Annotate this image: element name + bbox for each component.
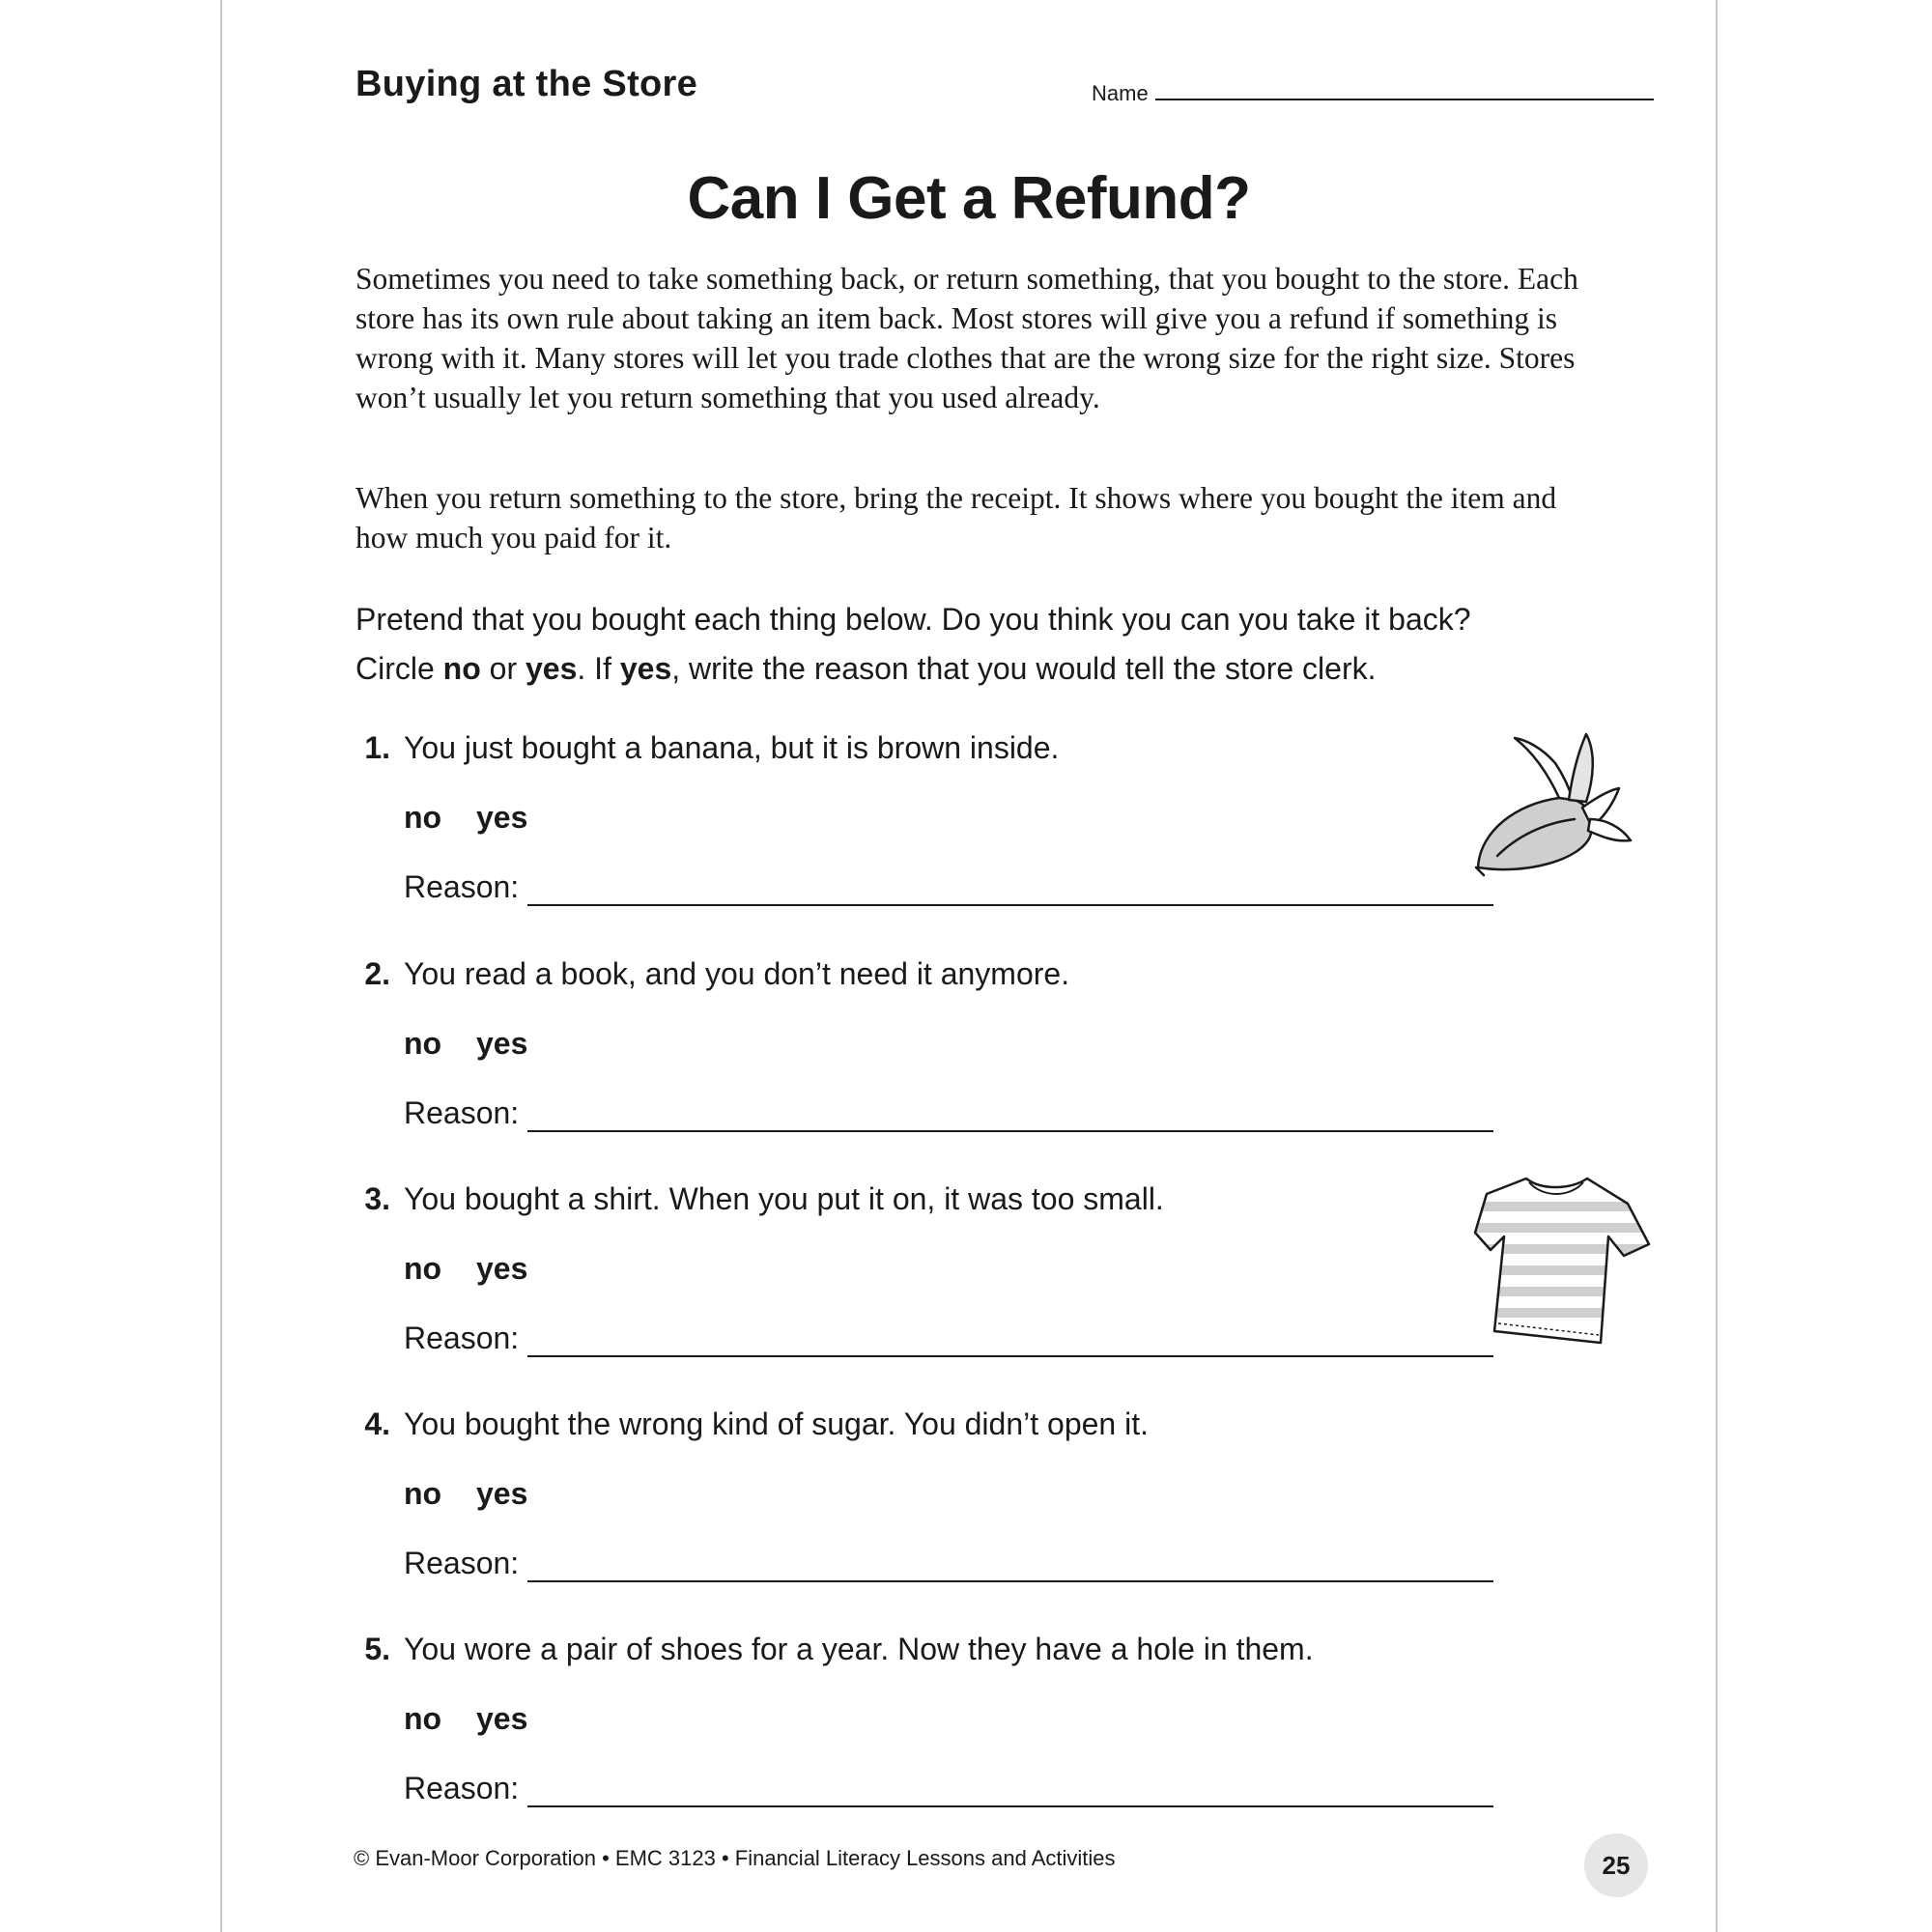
- choice-yes[interactable]: yes: [476, 1701, 528, 1736]
- question-number: 4.: [364, 1406, 390, 1441]
- banana-icon: [1468, 723, 1637, 877]
- reason-answer-line[interactable]: [527, 1130, 1493, 1132]
- instruction-no: no: [442, 651, 481, 686]
- question-text: You just bought a banana, but it is brown inside.: [404, 730, 1060, 765]
- section-label: Buying at the Store: [355, 64, 698, 104]
- intro-paragraph-1: Sometimes you need to take something back, or return something, that you bought to the store. Each store has its own rule about taking an item back. Most stores will give you a refund if something is wrong with it. Many stores will let you trade clothes that are the wrong size for the right size. Stores won’t usually let you return something that you used already.: [355, 262, 1578, 414]
- choice-yes[interactable]: yes: [476, 800, 528, 835]
- instruction-yes: yes: [526, 651, 578, 686]
- question-2: [355, 956, 1515, 1169]
- name-line[interactable]: [1155, 99, 1654, 100]
- intro-paragraph-2: When you return something to the store, bring the receipt. It shows where you bought the item and how much you paid for it.: [355, 481, 1557, 554]
- question-5: [355, 1632, 1515, 1844]
- reason-answer-line[interactable]: [527, 904, 1493, 906]
- instruction-text: Circle: [355, 651, 443, 686]
- instruction-text: . If: [577, 651, 620, 686]
- page-edge-right: [1716, 0, 1718, 1932]
- question-number: 1.: [364, 730, 390, 765]
- instruction-text: , write the reason that you would tell the store clerk.: [671, 651, 1377, 686]
- question-text: You wore a pair of shoes for a year. Now they have a hole in them.: [404, 1632, 1314, 1666]
- instruction-text: or: [480, 651, 526, 686]
- question-text: You read a book, and you don’t need it anymore.: [404, 956, 1070, 991]
- choice-no[interactable]: no: [404, 1476, 442, 1511]
- instruction-line-1: Pretend that you bought each thing below. Do you think you can you take it back?: [355, 602, 1471, 637]
- choice-yes[interactable]: yes: [476, 1476, 528, 1511]
- page-title: Can I Get a Refund?: [687, 165, 1251, 232]
- question-3: [355, 1181, 1515, 1394]
- question-number: 5.: [364, 1632, 390, 1666]
- page-edge-left: [220, 0, 222, 1932]
- question-text: You bought a shirt. When you put it on, it was too small.: [404, 1181, 1164, 1216]
- reason-label: Reason:: [404, 1771, 520, 1805]
- reason-label: Reason:: [404, 1095, 520, 1130]
- reason-answer-line[interactable]: [527, 1805, 1493, 1807]
- choice-yes[interactable]: yes: [476, 1026, 528, 1061]
- question-1: [355, 730, 1515, 943]
- striped-shirt-icon: [1473, 1169, 1652, 1348]
- footer-credit: © Evan-Moor Corporation • EMC 3123 • Financial Literacy Lessons and Activities: [354, 1846, 1116, 1870]
- choice-no[interactable]: no: [404, 1026, 442, 1061]
- instruction-yes: yes: [619, 651, 672, 686]
- choice-no[interactable]: no: [404, 1251, 442, 1286]
- reason-label: Reason:: [404, 1321, 520, 1355]
- question-4: [355, 1406, 1515, 1619]
- choice-no[interactable]: no: [404, 800, 442, 835]
- page-number: 25: [1584, 1833, 1648, 1897]
- reason-label: Reason:: [404, 869, 520, 904]
- reason-answer-line[interactable]: [527, 1580, 1493, 1582]
- reason-label: Reason:: [404, 1546, 520, 1580]
- choice-yes[interactable]: yes: [476, 1251, 528, 1286]
- instructions: [355, 595, 1631, 694]
- name-label: Name: [1092, 81, 1149, 105]
- choice-no[interactable]: no: [404, 1701, 442, 1736]
- name-field[interactable]: [1092, 77, 1654, 110]
- question-number: 2.: [364, 956, 390, 991]
- question-text: You bought the wrong kind of sugar. You didn’t open it.: [404, 1406, 1149, 1441]
- question-number: 3.: [364, 1181, 390, 1216]
- reason-answer-line[interactable]: [527, 1355, 1493, 1357]
